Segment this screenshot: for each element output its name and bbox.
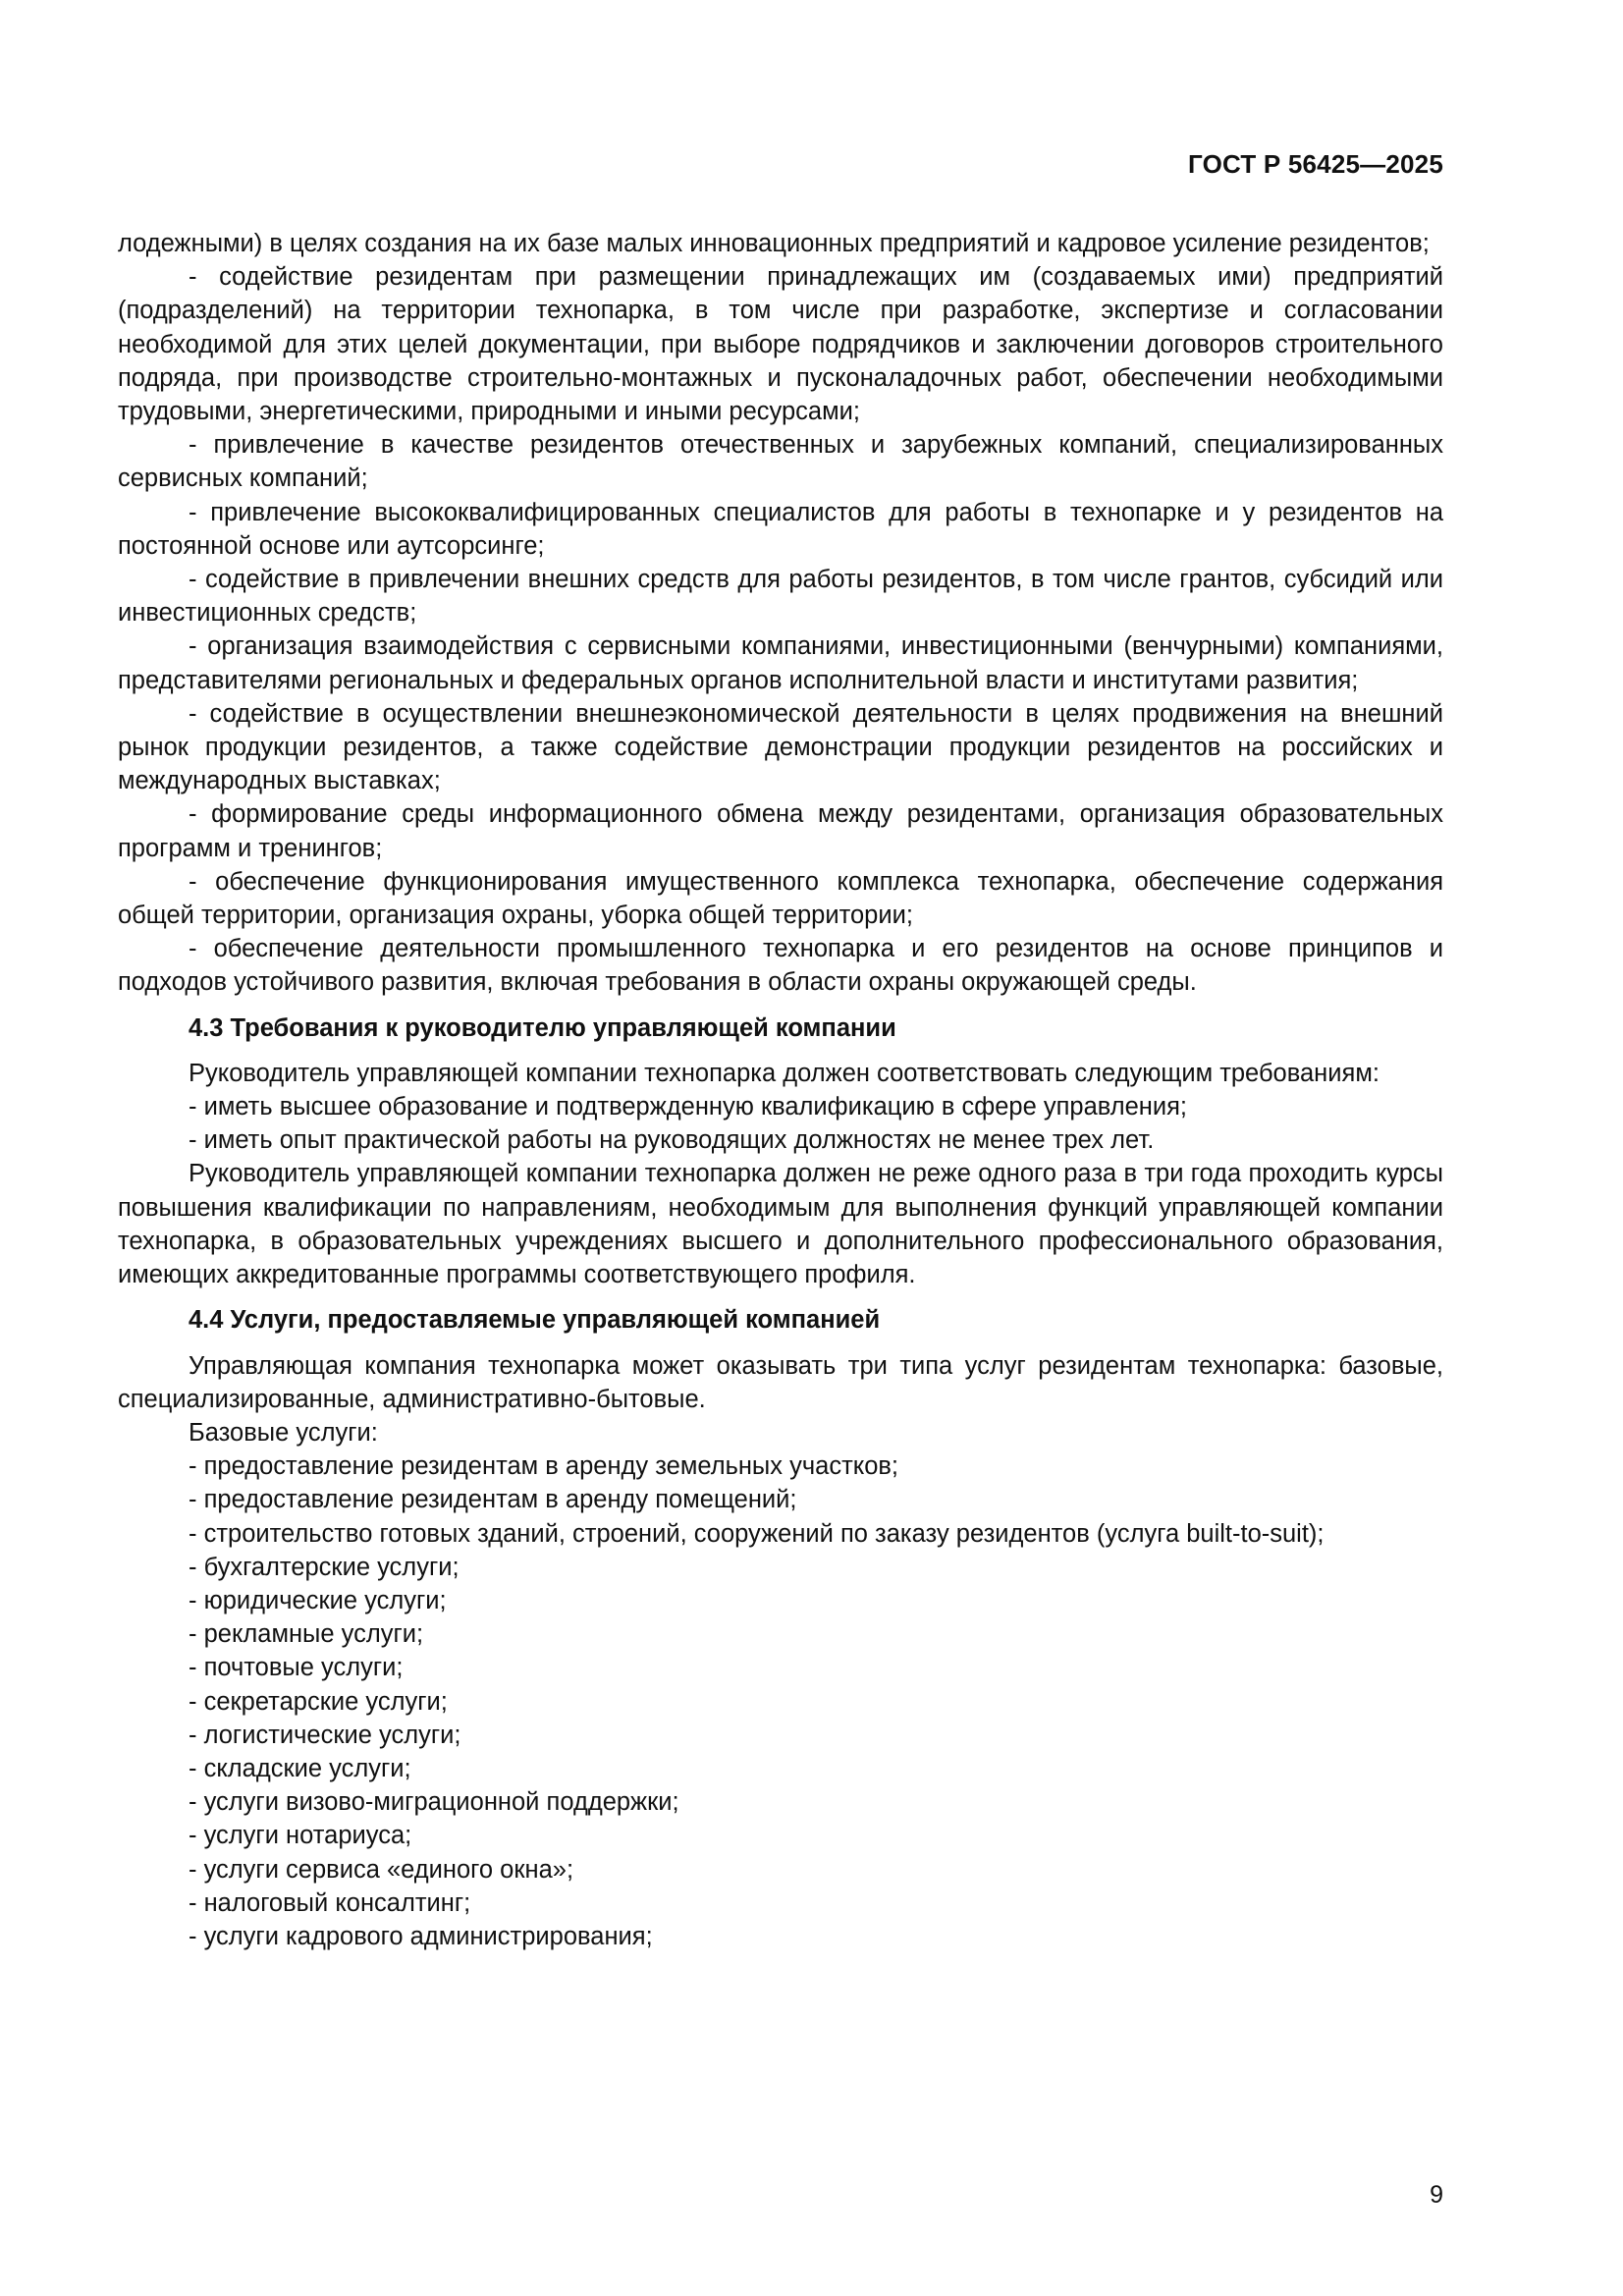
list-item: - иметь опыт практической работы на руководящих должностях не менее трех лет. bbox=[189, 1126, 1155, 1155]
list-item: - организация взаимодействия с сервисными компаниями, инвестиционными (венчурными) компаниями, представителями региональных и федеральных органов исполнительной власти и институтами развития; bbox=[118, 632, 1443, 694]
list-item: - обеспечение функционирования имущественного комплекса технопарка, обеспечение содержания общей территории, организация охраны, уборка общей территории; bbox=[118, 867, 1443, 930]
list-item: - бухгалтерские услуги; bbox=[189, 1553, 460, 1581]
list-item: - привлечение высококвалифицированных специалистов для работы в технопарке и у резидентов на постоянной основе или аутсорсинге; bbox=[118, 498, 1443, 560]
list-item: - услуги визово-миграционной поддержки; bbox=[189, 1788, 679, 1817]
paragraph: Руководитель управляющей компании технопарка должен не реже одного раза в три года проходить курсы повышения квалификации по направлениям, необходимым для выполнения функций управляющей компании технопарка, в образовательных учреждениях высшего и дополнительного профессионального образования, имеющих аккредитованные программы соответствующего профиля. bbox=[118, 1160, 1443, 1289]
paragraph: Руководитель управляющей компании технопарка должен соответствовать следующим требованиям: bbox=[189, 1059, 1380, 1087]
list-item: - содействие в привлечении внешних средств для работы резидентов, в том числе грантов, субсидий или инвестиционных средств; bbox=[118, 566, 1443, 628]
paragraph: Управляющая компания технопарка может оказывать три типа услуг резидентам технопарка: базовые, специализированные, административно-бытовые. bbox=[118, 1351, 1443, 1413]
list-item: - предоставление резидентам в аренду помещений; bbox=[189, 1486, 797, 1514]
list-item: - услуги кадрового администрирования; bbox=[189, 1922, 653, 1950]
list-item: - привлечение в качестве резидентов отечественных и зарубежных компаний, специализированных сервисных компаний; bbox=[118, 431, 1443, 493]
list-item: - содействие резидентам при размещении принадлежащих им (создаваемых ими) предприятий (подразделений) на территории технопарка, в том числе при разработке, экспертизе и согласовании необходимой для этих целей документации, при выборе подрядчиков и заключении договоров строительного подряда, при производстве строительно-монтажных и пусконаладочных работ, обеспечении необходимыми трудовыми, энергетическими, природными и иными ресурсами; bbox=[118, 263, 1443, 426]
section-heading: 4.3 Требования к руководителю управляющей компании bbox=[189, 1013, 896, 1042]
list-item: - почтовые услуги; bbox=[189, 1654, 404, 1682]
list-item: - строительство готовых зданий, строений, сооружений по заказу резидентов (услуга built-to-suit); bbox=[189, 1519, 1325, 1548]
list-item: - рекламные услуги; bbox=[189, 1620, 424, 1649]
list-item: - налоговый консалтинг; bbox=[189, 1888, 471, 1917]
list-item: - обеспечение деятельности промышленного технопарка и его резидентов на основе принципов и подходов устойчивого развития, включая требования в области охраны окружающей среды. bbox=[118, 935, 1443, 997]
list-item: - услуги нотариуса; bbox=[189, 1822, 412, 1850]
subheading: Базовые услуги: bbox=[189, 1418, 378, 1447]
list-item: - иметь высшее образование и подтвержденную квалификацию в сфере управления; bbox=[189, 1093, 1187, 1121]
list-item: - юридические услуги; bbox=[189, 1586, 447, 1614]
list-item: - содействие в осуществлении внешнеэкономической деятельности в целях продвижения на внешний рынок продукции резидентов, а также содействие демонстрации продукции резидентов на российских и международных выставках; bbox=[118, 699, 1443, 795]
page-number: 9 bbox=[1430, 2181, 1443, 2209]
list-item: - услуги сервиса «единого окна»; bbox=[189, 1855, 574, 1884]
list-item: - предоставление резидентам в аренду земельных участков; bbox=[189, 1452, 899, 1481]
page-body bbox=[118, 227, 1443, 1953]
list-item: - складские услуги; bbox=[189, 1754, 411, 1782]
document-code: ГОСТ Р 56425—2025 bbox=[1188, 149, 1443, 179]
paragraph: лодежными) в целях создания на их базе малых инновационных предприятий и кадровое усиление резидентов; bbox=[118, 230, 1430, 257]
list-item: - логистические услуги; bbox=[189, 1721, 461, 1749]
section-heading: 4.4 Услуги, предоставляемые управляющей компанией bbox=[189, 1306, 881, 1335]
list-item: - формирование среды информационного обмена между резидентами, организация образовательных программ и тренингов; bbox=[118, 800, 1443, 862]
list-item: - секретарские услуги; bbox=[189, 1687, 448, 1716]
